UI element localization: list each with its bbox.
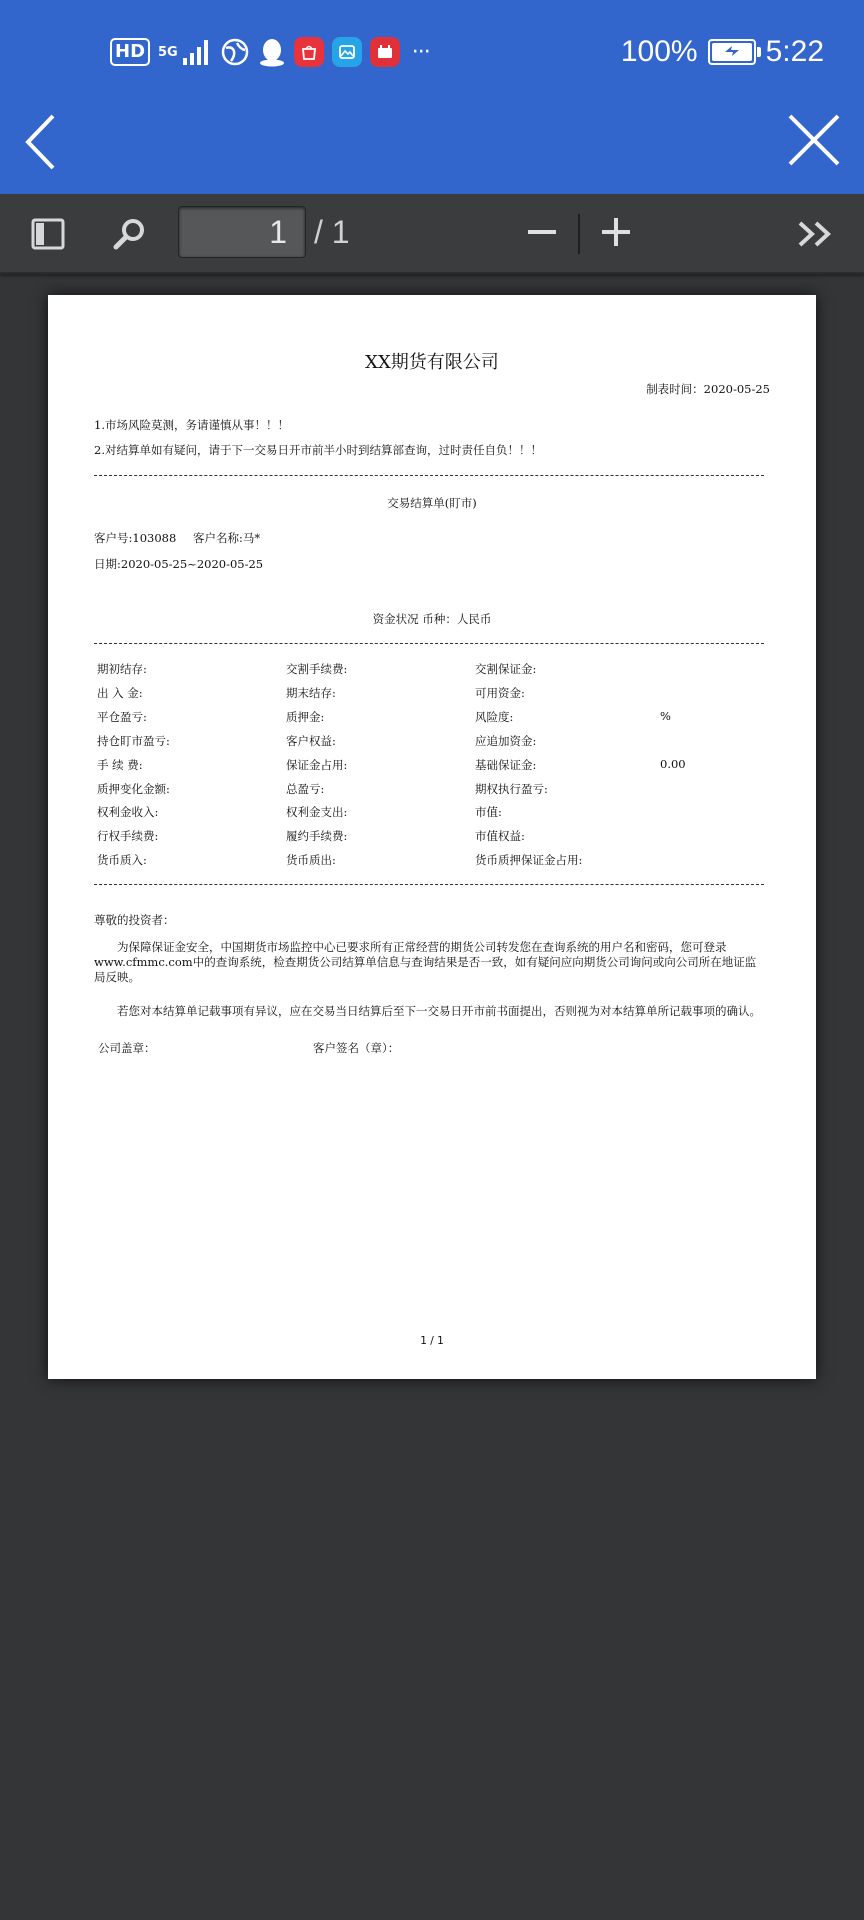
paragraph: 为保障保证金安全，中国期货市场监控中心已要求所有正常经营的期货公司转发您在查询系统的用户名和密码，您可登录www.cfmmc.com中的查询系统，检查期货公司结算单信息与查询结果是否一致，如有疑问应向期货公司询问或向公司所在地证监局反映。 bbox=[94, 940, 757, 984]
gallery-cloud-icon bbox=[332, 37, 362, 67]
fund-label: 货币质出: bbox=[286, 853, 336, 868]
pdf-toolbar bbox=[0, 194, 864, 274]
zoom-in-button[interactable] bbox=[598, 212, 634, 252]
fund-label: 可用资金: bbox=[475, 685, 525, 700]
plus-icon bbox=[602, 218, 630, 246]
chevron-left-icon bbox=[23, 112, 57, 172]
toolbar-divider bbox=[578, 214, 580, 254]
network-type: 5G bbox=[158, 44, 178, 60]
make-time: 制表时间：2020-05-25 bbox=[646, 382, 770, 396]
fund-label: 客户权益: bbox=[286, 733, 336, 748]
fund-label: 交割手续费: bbox=[286, 662, 348, 676]
statement-title: 交易结算单(盯市) bbox=[387, 496, 477, 510]
fund-label: 基础保证金: bbox=[475, 757, 537, 772]
minus-icon bbox=[528, 228, 556, 236]
fund-label: 应追加资金: bbox=[475, 733, 537, 748]
close-icon bbox=[786, 112, 842, 168]
fund-label: 风险度: bbox=[475, 709, 514, 724]
qq-icon bbox=[258, 37, 286, 67]
fund-label: 保证金占用: bbox=[286, 757, 348, 772]
fund-label: 持仓盯市盈亏: bbox=[97, 733, 170, 748]
fund-label: 市值权益: bbox=[475, 829, 525, 844]
fund-label: 期权执行盈亏: bbox=[475, 781, 548, 796]
app-header bbox=[0, 0, 864, 194]
fund-label: 履约手续费: bbox=[286, 829, 348, 844]
signal-icon bbox=[182, 38, 212, 66]
fund-label: 货币质入: bbox=[97, 853, 147, 868]
customer-sign-label: 客户签名（章）： bbox=[313, 1041, 400, 1055]
search-icon bbox=[112, 216, 148, 252]
fund-label: 货币质押保证金占用: bbox=[475, 853, 583, 868]
fund-label: 平仓盈亏: bbox=[97, 709, 147, 724]
fund-label: 市值: bbox=[475, 805, 502, 820]
greeting: 尊敬的投资者： bbox=[94, 913, 175, 927]
hd-indicator: HD bbox=[110, 38, 150, 66]
fund-label: 出 入 金: bbox=[97, 685, 143, 700]
more-tools-button[interactable] bbox=[796, 214, 836, 254]
pdf-page bbox=[48, 295, 816, 1379]
battery-percent: 100% bbox=[620, 35, 698, 68]
fund-label: 行权手续费: bbox=[97, 829, 159, 844]
divider bbox=[94, 475, 764, 476]
double-chevron-right-icon bbox=[797, 220, 835, 248]
divider bbox=[94, 884, 764, 885]
battery-icon bbox=[708, 39, 756, 65]
close-button[interactable] bbox=[786, 112, 842, 168]
notice-line: 2.对结算单如有疑问，请于下一交易日开市前半小时到结算部查询，过时责任自负！！！ bbox=[94, 443, 542, 457]
document-title: XX期货有限公司 bbox=[365, 352, 499, 373]
clock: 5:22 bbox=[765, 35, 824, 68]
paragraph: 若您对本结算单记载事项有异议，应在交易当日结算后至下一交易日开市前书面提出，否则视为对本结算单所记载事项的确认。 bbox=[117, 1004, 761, 1018]
fund-label: 质押金: bbox=[286, 709, 325, 724]
fund-label: 权利金收入: bbox=[97, 805, 159, 820]
fund-label: 期初结存: bbox=[97, 662, 147, 676]
fund-label: 交割保证金: bbox=[475, 662, 537, 676]
toggle-sidebar-button[interactable] bbox=[28, 214, 68, 254]
fund-label: 期末结存: bbox=[286, 685, 336, 700]
status-bar bbox=[0, 0, 864, 100]
tmall-icon bbox=[370, 37, 400, 67]
fund-status-title: 资金状况 币种：人民币 bbox=[372, 612, 492, 626]
zoom-out-button[interactable] bbox=[524, 212, 560, 252]
fund-value: % bbox=[660, 708, 671, 723]
fund-value: 0.00 bbox=[660, 756, 686, 771]
divider bbox=[94, 643, 764, 644]
more-notifications-icon: ··· bbox=[411, 39, 430, 65]
huawei-store-icon bbox=[294, 37, 324, 67]
fund-label: 手 续 费: bbox=[97, 757, 143, 772]
customer-id: 客户号:103088 bbox=[94, 531, 177, 545]
page-number-input[interactable]: 1 bbox=[178, 206, 306, 258]
fund-label: 质押变化金额: bbox=[97, 781, 170, 796]
company-seal-label: 公司盖章： bbox=[98, 1041, 156, 1055]
page-total: / 1 bbox=[314, 214, 350, 250]
sidebar-icon bbox=[31, 218, 65, 250]
date-range: 日期:2020-05-25~2020-05-25 bbox=[94, 557, 264, 571]
vpn-globe-icon bbox=[220, 37, 250, 67]
page-number: 1 / 1 bbox=[420, 1335, 444, 1347]
back-button[interactable] bbox=[20, 112, 60, 172]
fund-label: 总盈亏: bbox=[286, 781, 325, 796]
customer-name: 客户名称:马* bbox=[193, 531, 261, 545]
search-button[interactable] bbox=[110, 214, 150, 254]
notice-line: 1.市场风险莫测，务请谨慎从事！！！ bbox=[94, 418, 289, 432]
fund-label: 权利金支出: bbox=[286, 805, 348, 820]
